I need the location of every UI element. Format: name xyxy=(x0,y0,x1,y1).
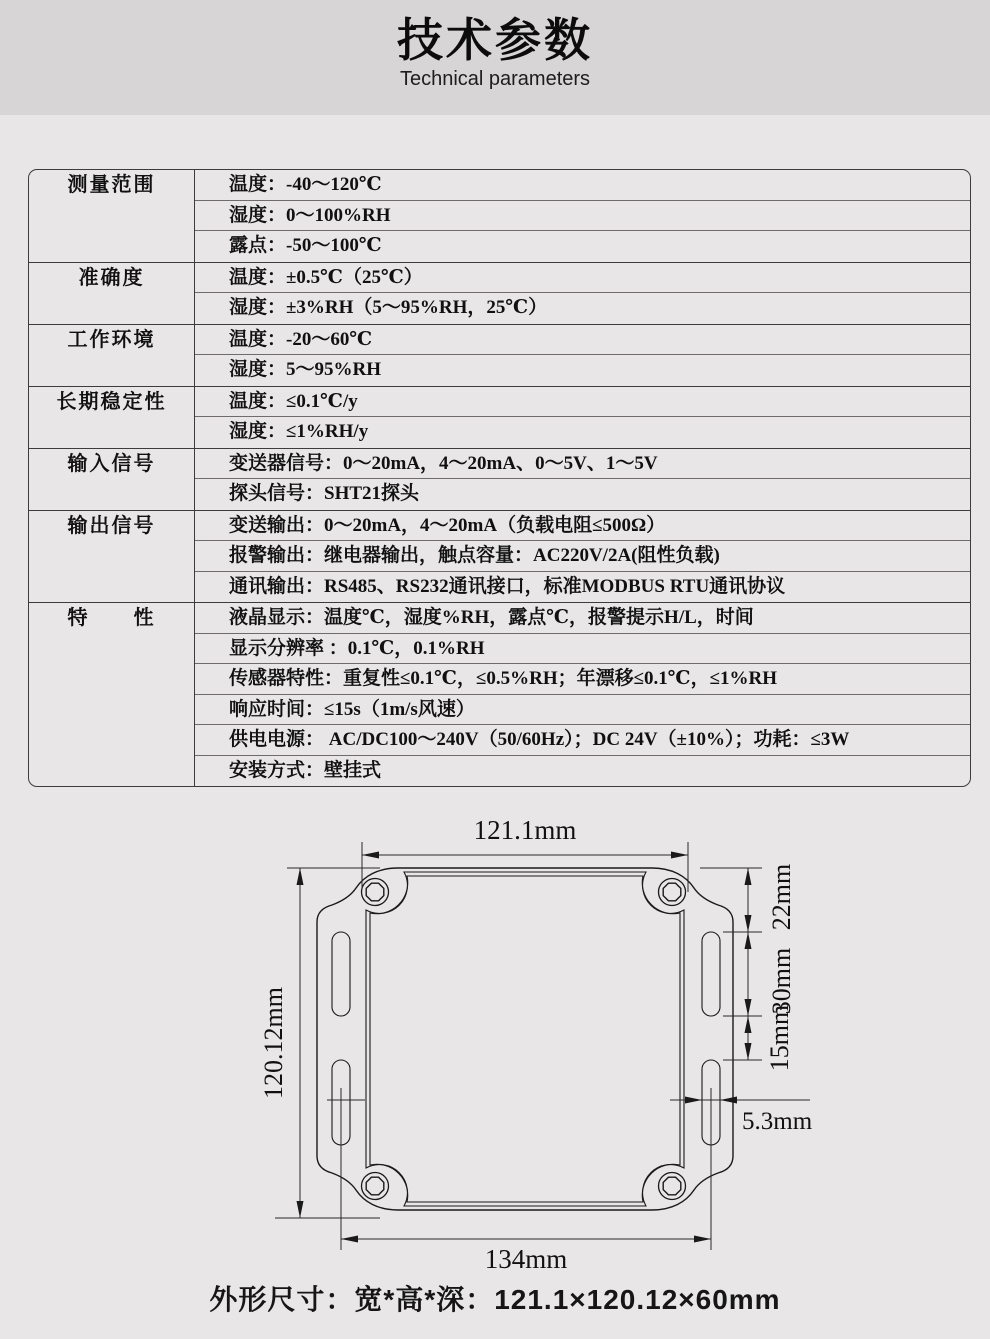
lid-outer-line xyxy=(366,872,684,1206)
spec-row: 变送输出：0～20mA，4～20mA（负载电阻≤500Ω） xyxy=(195,511,970,542)
mounting-slot-left-top xyxy=(332,932,350,1016)
spec-row: 显示分辨率 ：0.1℃，0.1%RH xyxy=(195,634,970,665)
enclosure-outline xyxy=(317,868,733,1210)
spec-group-working-env xyxy=(29,325,970,387)
spec-group-label: 测量范围 xyxy=(29,170,195,262)
page-subtitle: Technical parameters xyxy=(399,68,591,90)
arrowhead xyxy=(341,1236,358,1243)
spec-group-measure-range xyxy=(29,170,970,263)
spec-row: 湿度：5～95%RH xyxy=(229,359,382,380)
mounting-slot-right-top xyxy=(702,932,720,1016)
spec-row: 温度：-40～120℃ xyxy=(195,170,970,201)
spec-row: 湿度：±3%RH（5～95%RH，25℃） xyxy=(229,297,548,318)
arrowhead xyxy=(720,1097,737,1104)
overall-size-line: 外形尺寸：宽*高*深：121.1×120.12×60mm xyxy=(209,1284,781,1315)
arrowhead xyxy=(745,1016,752,1033)
spec-group-label: 特 性 xyxy=(29,603,195,786)
dim-label-width-bottom: 134mm xyxy=(484,1244,568,1270)
spec-row: 变送器信号：0～20mA，4～20mA、0～5V、1～5V xyxy=(195,449,970,480)
spec-group-label: 输出信号 xyxy=(29,511,195,603)
spec-group-output-signal xyxy=(29,511,970,604)
spec-row: 温度：-20～60℃ xyxy=(195,325,970,356)
spec-row: 报警输出：继电器输出，触点容量：AC220V/2A(阻性负载) xyxy=(195,541,970,572)
spec-group-label: 准确度 xyxy=(29,263,195,324)
spec-row: 液晶显示：温度℃，湿度%RH，露点℃，报警提示H/L，时间 xyxy=(195,603,970,634)
spec-row: 通讯输出：RS485、RS232通讯接口，标准MODBUS RTU通讯协议 xyxy=(229,575,786,597)
screw-bottom-left xyxy=(362,1173,389,1200)
arrowhead xyxy=(745,1043,752,1060)
spec-row: 温度：≤0.1℃/y xyxy=(195,387,970,418)
spec-group-accuracy xyxy=(29,263,970,325)
dim-label-right-30: 30mm xyxy=(767,947,797,1015)
spec-group-label: 长期稳定性 xyxy=(29,387,195,448)
dim-label-right-22: 22mm xyxy=(767,863,797,931)
spec-row: 探头信号：SHT21探头 xyxy=(229,483,420,504)
arrowhead xyxy=(362,852,379,859)
spec-group-input-signal xyxy=(29,449,970,511)
dimension-drawing xyxy=(0,800,990,1270)
spec-group-label: 工作环境 xyxy=(29,325,195,386)
arrowhead xyxy=(745,915,752,932)
screw-bottom-right xyxy=(659,1173,686,1200)
screw-top-left xyxy=(362,879,389,906)
spec-group-features xyxy=(29,603,970,786)
spec-group-label: 输入信号 xyxy=(29,449,195,510)
spec-row: 安装方式：壁挂式 xyxy=(229,759,382,781)
arrowhead xyxy=(671,852,688,859)
arrowhead xyxy=(745,999,752,1016)
spec-row: 温度：±0.5℃（25℃） xyxy=(195,263,970,294)
header-banner xyxy=(0,0,990,115)
lid-inner-line xyxy=(370,876,680,1202)
spec-row: 响应时间：≤15s（1m/s风速） xyxy=(195,695,970,726)
spec-table xyxy=(28,169,971,787)
spec-row: 传感器特性：重复性≤0.1℃，≤0.5%RH；年漂移≤0.1℃，≤1%RH xyxy=(195,664,970,695)
spec-row: 湿度：0～100%RH xyxy=(195,201,970,232)
dim-label-height-left: 120.12mm xyxy=(259,987,289,1099)
arrowhead xyxy=(694,1236,711,1243)
spec-row: 湿度：≤1%RH/y xyxy=(229,421,369,442)
dim-label-slot-width: 5.3mm xyxy=(742,1108,813,1135)
arrowhead xyxy=(297,868,304,885)
arrowhead xyxy=(685,1097,702,1104)
dim-label-width-top: 121.1mm xyxy=(473,815,577,845)
spec-row: 露点：-50～100℃ xyxy=(229,235,382,256)
arrowhead xyxy=(745,932,752,949)
page-title: 技术参数 xyxy=(397,14,593,66)
spec-row: 供电电源： AC/DC100～240V（50/60Hz）；DC 24V（±10%）；功耗：≤3W xyxy=(195,725,970,756)
dim-label-right-15: 15mm xyxy=(765,1004,795,1072)
arrowhead xyxy=(297,1201,304,1218)
arrowhead xyxy=(745,868,752,885)
spec-group-stability xyxy=(29,387,970,449)
screw-top-right xyxy=(659,879,686,906)
